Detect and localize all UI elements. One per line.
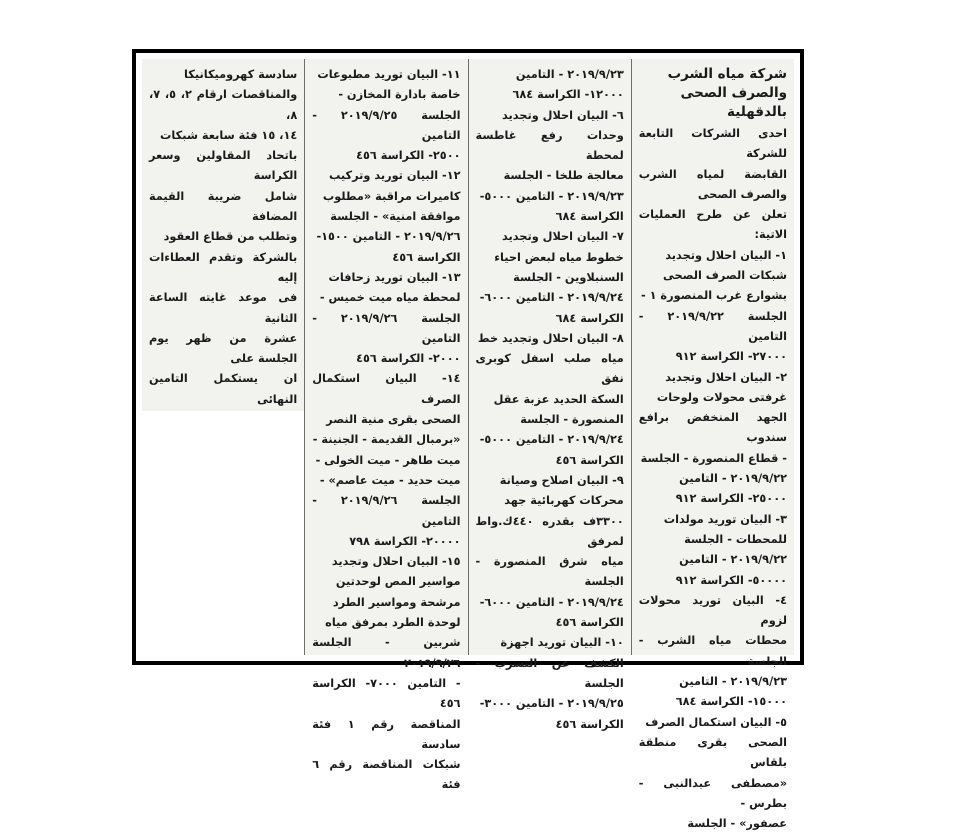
ad-column-1 <box>632 59 794 831</box>
newspaper-ad <box>142 59 794 831</box>
column-2-text: ٢٠١٩/٩/٢٣ - التامين ١٢٠٠٠- الكراسة ٦٨٤ ٦- البيان احلال وتجديد وحدات رفع غاطسة لمحطة معالجة طلخا - الجلسة ٢٠١٩/٩/٢٣ - التامين ٥٠٠٠- الكراسة ٦٨٤ ٧- البيان احلال وتجديد خطوط مياه لبعض احياء السنبلاوين - الجلسة ٢٠١٩/٩/٢٤ - التامين ٦٠٠٠- الكراسة ٦٨٤ ٨- البيان احلال وتجديد خط مياه صلب اسفل كوبرى نفق السكة الحديد عزبة عقل المنصورة - الجلسة ٢٠١٩/٩/٢٤ - التامين ٥٠٠٠- الكراسة ٤٥٦ ٩- البيان اصلاح وصيانة محركات كهربائية جهد ٣٣٠٠ف بقدره ٤٤٠ك.واط لمرفق مياه شرق المنصورة - الجلسة ٢٠١٩/٩/٢٤ - التامين ٦٠٠٠- الكراسة ٤٥٦ ١٠- البيان توريد اجهزة الكشف عن التسرب - الجلسة ٢٠١٩/٩/٢٥ - التامين ٣٠٠٠- الكراسة ٤٥٦ <box>475 68 624 731</box>
ad-column-4 <box>142 59 305 655</box>
column-4-text: سادسة كهروميكانيكا والمناقصات ارقام ٢، ٥، ٧، ٨، ١٤، ١٥ فئة سابعة شبكات باتحاد المقاولين وسعر الكراسة شامل ضريبة القيمة المضافة وتطلب من قطاع العقود بالشركة وتقدم العطاءات إليه فى موعد غايته الساعة الثانية عشرة من ظهر يوم الجلسة على ان يستكمل التامين النهائى <box>149 68 298 406</box>
company-title: شركة مياه الشرب والصرف الصحى بالدقهلية <box>667 66 787 120</box>
ad-column-2 <box>469 59 632 731</box>
ad-column-3 <box>305 59 468 792</box>
column-1-text: احدى الشركات التابعة للشركة القابضة لمياه الشرب والصرف الصحى تعلن عن طرح العمليات الاتية: ١- البيان احلال وتجديد شبكات الصرف الصحى بشوارع غرب المنصورة ١ - الجلسة ٢٠١٩/٩/٢٢ - التامين ٢٧٠٠٠- الكراسة ٩١٢ ٢- البيان احلال وتجديد غرفتى محولات ولوحات الجهد المنخفض برافع سندوب - قطاع المنصورة - الجلسة ٢٠١٩/٩/٢٢ - التامين ٢٥٠٠٠- الكراسة ٩١٢ ٣- البيان توريد مولدات للمحطات - الجلسة ٢٠١٩/٩/٢٢ - التامين ٥٠٠٠٠- الكراسة ٩١٢ ٤- البيان توريد محولات لزوم محطات مياه الشرب - الجلسة ٢٠١٩/٩/٢٣ - التامين ١٥٠٠٠- الكراسة ٦٨٤ ٥- البيان استكمال الصرف الصحى بقرى منطقة بلقاس «مصطفى عبدالنبى - بطرس - عصفور» - الجلسة <box>638 127 787 831</box>
column-3-text: ١١- البيان توريد مطبوعات خاصة بادارة المخازن - الجلسة ٢٠١٩/٩/٢٥ - التامين ٢٥٠٠- الكراسة ٤٥٦ ١٢- البيان توريد وتركيب كاميرات مراقبة «مطلوب موافقة امنية» - الجلسة ٢٠١٩/٩/٢٦ - التامين ١٥٠٠- الكراسة ٤٥٦ ١٣- البيان توريد زحافات لمحطة مياه ميت خميس - الجلسة ٢٠١٩/٩/٢٦ - التامين ٢٠٠٠- الكراسة ٤٥٦ ١٤- البيان استكمال الصرف الصحى بقرى منية النصر «برمبال القديمة - الجنينة - ميت طاهر - ميت الخولى - ميت حديد - ميت عاصم» - الجلسة ٢٠١٩/٩/٢٦ - التامين ٢٠٠٠٠- الكراسة ٧٩٨ ١٥- البيان احلال وتجديد مواسير المص لوحدتين مرشحة ومواسير الطرد لوحدة الطرد بمرفق مياه شربين - الجلسة ٢٠١٩/٩/٢٦ - التامين ٧٠٠٠- الكراسة ٤٥٦ المناقصة رقم ١ فئة سادسة شبكات المناقصة رقم ٦ فئة <box>312 68 461 792</box>
blank-area <box>142 411 304 655</box>
clipping-frame <box>132 49 804 831</box>
